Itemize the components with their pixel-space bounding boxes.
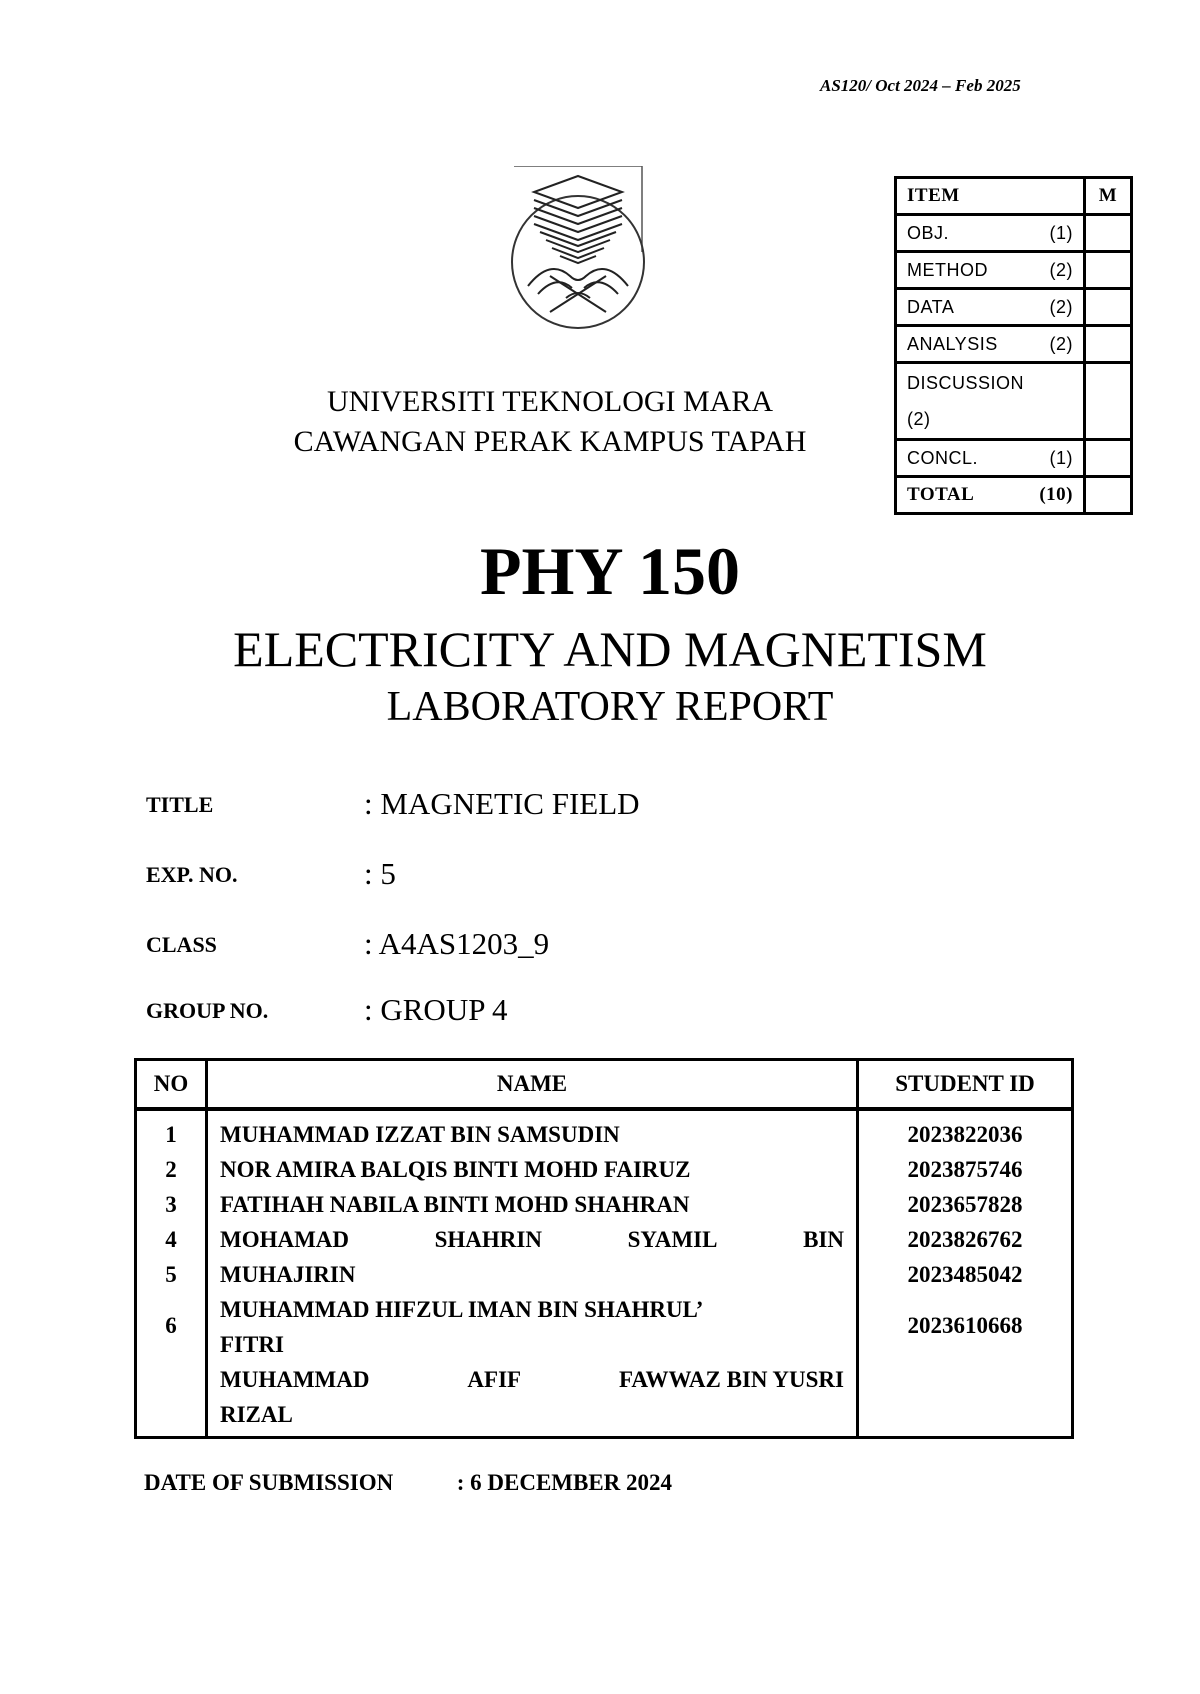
course-session-header: AS120/ Oct 2024 – Feb 2025 bbox=[820, 76, 1021, 95]
member-name-line: MUHAJIRIN bbox=[220, 1262, 356, 1287]
marks-header-item: ITEM bbox=[896, 178, 1085, 215]
member-number: 5 bbox=[165, 1262, 177, 1287]
member-number: 3 bbox=[165, 1192, 177, 1217]
title-label: TITLE bbox=[146, 792, 214, 817]
institution-name bbox=[240, 382, 860, 462]
exp-no-label: EXP. NO. bbox=[146, 862, 238, 887]
marks-label: CONCL. bbox=[907, 447, 979, 468]
university-logo-icon bbox=[510, 166, 646, 336]
member-name-line: MUHAMMAD IZZAT BIN SAMSUDIN bbox=[220, 1122, 620, 1147]
name-word: FAWWAZ BIN YUSRI bbox=[619, 1367, 844, 1392]
name-word: MUHAMMAD bbox=[220, 1367, 370, 1392]
marks-cell-obj[interactable] bbox=[1085, 215, 1132, 252]
marks-row-obj bbox=[896, 215, 1085, 252]
name-word: SYAMIL bbox=[627, 1227, 718, 1252]
name-word: MOHAMAD bbox=[220, 1227, 350, 1252]
marks-cell-method[interactable] bbox=[1085, 252, 1132, 289]
members-table bbox=[134, 1058, 1074, 1439]
member-number: 1 bbox=[165, 1122, 177, 1147]
marks-points: (1) bbox=[1049, 222, 1073, 243]
marks-points: (1) bbox=[1049, 447, 1073, 468]
marks-header-mark: M bbox=[1085, 178, 1132, 215]
name-word: AFIF bbox=[467, 1367, 522, 1392]
marks-row-data bbox=[896, 289, 1085, 326]
marks-cell-total[interactable] bbox=[1085, 477, 1132, 514]
marks-row-discussion bbox=[896, 363, 1085, 440]
header-no: NO bbox=[136, 1060, 207, 1110]
member-student-id: 2023610668 bbox=[907, 1313, 1023, 1338]
member-student-id: 2023657828 bbox=[907, 1192, 1023, 1217]
member-number: 4 bbox=[165, 1227, 177, 1252]
member-number: 6 bbox=[165, 1313, 177, 1338]
marks-label: DATA bbox=[907, 296, 955, 317]
marks-label: OBJ. bbox=[907, 222, 950, 243]
marks-row-analysis bbox=[896, 326, 1085, 363]
exp-no-value: : 5 bbox=[364, 856, 396, 891]
institution-line-2: CAWANGAN PERAK KAMPUS TAPAH bbox=[293, 425, 807, 458]
member-name-line: NOR AMIRA BALQIS BINTI MOHD FAIRUZ bbox=[220, 1157, 691, 1182]
marks-points: (2) bbox=[1049, 296, 1073, 317]
member-name-line: MUHAMMAD HIFZUL IMAN BIN SHAHRUL’ bbox=[220, 1297, 704, 1322]
class-value: : A4AS1203_9 bbox=[364, 926, 550, 961]
names-column bbox=[207, 1109, 858, 1438]
member-name-line: RIZAL bbox=[220, 1402, 293, 1427]
members-header-row bbox=[136, 1060, 1073, 1110]
marks-cell-conclusion[interactable] bbox=[1085, 440, 1132, 477]
ids-column bbox=[858, 1109, 1073, 1438]
submission-date bbox=[144, 1470, 672, 1496]
submission-value: : 6 DECEMBER 2024 bbox=[456, 1470, 673, 1495]
title-value: : MAGNETIC FIELD bbox=[364, 786, 640, 821]
marks-label: ANALYSIS bbox=[907, 333, 998, 354]
marks-points: (10) bbox=[1039, 484, 1073, 505]
submission-label: DATE OF SUBMISSION bbox=[144, 1470, 394, 1495]
group-no-label: GROUP NO. bbox=[146, 998, 269, 1023]
marks-label: DISCUSSION bbox=[907, 373, 1025, 393]
header-student-id: STUDENT ID bbox=[858, 1060, 1073, 1110]
member-name-line bbox=[208, 1222, 856, 1257]
marks-cell-analysis[interactable] bbox=[1085, 326, 1132, 363]
member-student-id: 2023875746 bbox=[907, 1157, 1023, 1182]
marks-points: (2) bbox=[1049, 333, 1073, 354]
numbers-column bbox=[136, 1109, 207, 1438]
name-word: SHAHRIN bbox=[434, 1227, 542, 1252]
report-type: LABORATORY REPORT bbox=[386, 684, 834, 730]
marks-table bbox=[894, 176, 1133, 515]
marks-label: METHOD bbox=[907, 259, 988, 280]
member-name-line: FITRI bbox=[220, 1332, 284, 1357]
marks-cell-discussion[interactable] bbox=[1085, 363, 1132, 440]
marks-label: TOTAL bbox=[907, 484, 975, 505]
member-name-line bbox=[208, 1362, 856, 1397]
member-name-line: FATIHAH NABILA BINTI MOHD SHAHRAN bbox=[220, 1192, 690, 1217]
course-code: PHY 150 bbox=[479, 533, 740, 609]
course-subject: ELECTRICITY AND MAGNETISM bbox=[233, 621, 987, 677]
class-label: CLASS bbox=[146, 932, 217, 957]
header-name: NAME bbox=[207, 1060, 858, 1110]
group-no-value: : GROUP 4 bbox=[364, 992, 508, 1027]
marks-points: (2) bbox=[907, 409, 931, 429]
marks-row-total bbox=[896, 477, 1085, 514]
name-word: BIN bbox=[803, 1227, 844, 1252]
institution-line-1: UNIVERSITI TEKNOLOGI MARA bbox=[326, 385, 774, 418]
marks-row-conclusion bbox=[896, 440, 1085, 477]
member-number: 2 bbox=[165, 1157, 177, 1182]
member-student-id: 2023822036 bbox=[907, 1122, 1023, 1147]
members-body-row bbox=[136, 1109, 1073, 1438]
marks-cell-data[interactable] bbox=[1085, 289, 1132, 326]
member-student-id: 2023485042 bbox=[907, 1262, 1023, 1287]
marks-points: (2) bbox=[1049, 259, 1073, 280]
marks-row-method bbox=[896, 252, 1085, 289]
member-student-id: 2023826762 bbox=[907, 1227, 1023, 1252]
